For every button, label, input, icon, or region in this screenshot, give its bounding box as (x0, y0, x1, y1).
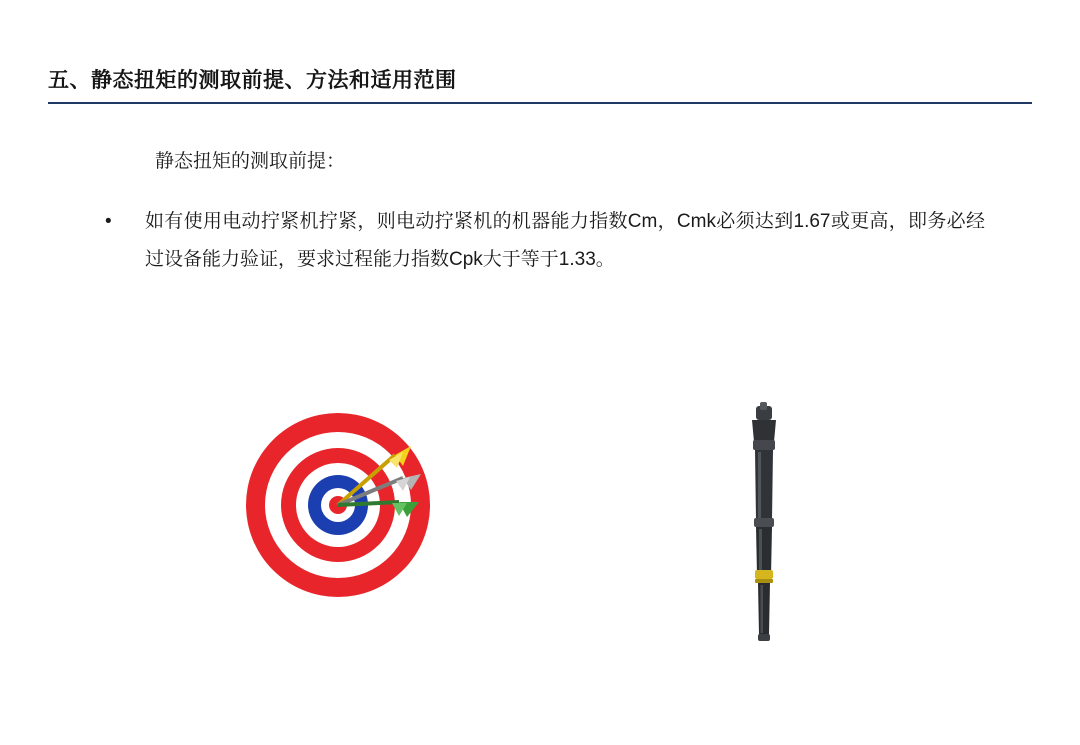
bullet-paragraph: 如有使用电动拧紧机拧紧，则电动拧紧机的机器能力指数Cm，Cmk必须达到1.67或更高，即务必经过设备能力验证，要求过程能力指数Cpk大于等于1.33。 (145, 211, 985, 270)
bullet-marker: • (105, 211, 112, 232)
title-underline (48, 102, 1032, 104)
page-title: 五、静态扭矩的测取前提、方法和适用范围 (48, 69, 457, 92)
figure-area (0, 390, 1080, 670)
lead-text: 静态扭矩的测取前提： (155, 151, 346, 172)
bullet-item (105, 203, 985, 279)
title-block (48, 68, 1032, 104)
electric-nutrunner-icon (700, 400, 840, 650)
dartboard-figure (243, 410, 433, 600)
dartboard-icon (243, 410, 433, 600)
nutrunner-figure (700, 400, 840, 650)
